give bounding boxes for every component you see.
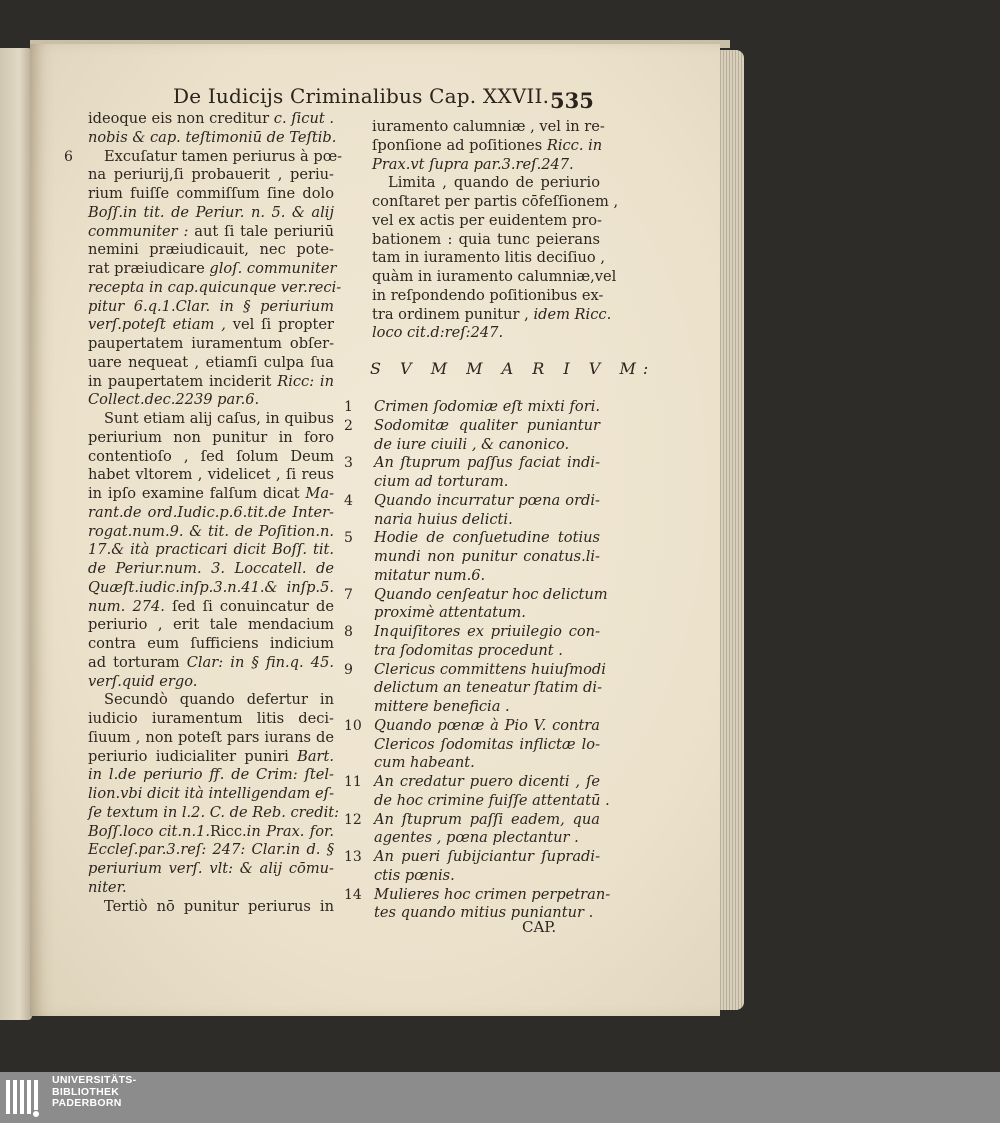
text-line — [88, 879, 334, 898]
text-line — [88, 185, 334, 204]
page-number: 535 — [550, 88, 594, 113]
citation-text: tra ſodomitas procedunt . — [374, 641, 563, 659]
citation-text: loco cit.d:reſ:247. — [372, 324, 504, 342]
body-text: Tertiò nō punitur periurus in — [104, 897, 334, 915]
citation-text: c. ſicut . — [273, 110, 335, 127]
citation-text: de Periur.num. 3. Loccatell. de — [88, 560, 334, 577]
body-text: tra ordinem punitur , — [372, 305, 534, 323]
citation-text: verſ.poteſt etiam , — [88, 316, 226, 334]
text-line — [88, 260, 337, 279]
marginal-number: 3 — [344, 455, 353, 472]
body-text: tam in iuramento litis deciſiuo , — [372, 249, 606, 267]
body-text: ſed ſi conuincatur de — [164, 597, 334, 615]
body-text: paupertatem iuramentum obſer- — [88, 335, 334, 352]
citation-text: lion.vbi dicit ità intelligendam eſ- — [88, 785, 334, 802]
text-line — [88, 504, 334, 523]
text-line — [88, 298, 334, 317]
citation-text: An pueri ſubijciantur ſupradi- — [374, 848, 600, 865]
citation-text: Eccleſ.par.3.reſ: 247: Clar.in d. § — [88, 841, 334, 859]
citation-text: ſe textum in l.2. C. de Reb. credit: — [88, 803, 340, 821]
body-text: in ipſo examine falſum dicat — [88, 485, 306, 502]
text-line — [64, 147, 343, 167]
text-line — [88, 860, 334, 879]
text-line — [88, 673, 334, 692]
text-line — [88, 560, 334, 579]
marginal-number: 5 — [344, 530, 353, 547]
text-line — [88, 691, 334, 710]
text-line — [372, 193, 619, 212]
marginal-number: 7 — [344, 586, 353, 603]
body-text: periurium non punitur in foro — [88, 428, 334, 446]
text-line — [88, 841, 334, 860]
body-text: nemini præiudicauit, nec pote- — [88, 241, 334, 259]
citation-text: naria huius delicti. — [374, 510, 513, 528]
text-line — [372, 118, 605, 137]
citation-text: niter. — [88, 878, 127, 896]
text-line — [88, 635, 334, 654]
citation-text: Ma- — [305, 485, 334, 502]
body-text: rat præiudicare — [88, 260, 210, 277]
marginal-number: 6 — [64, 148, 73, 165]
citation-text: gloſ. communiter — [209, 260, 337, 277]
body-text: vel ſi propter — [225, 316, 334, 334]
library-name — [52, 1075, 136, 1110]
left-text-column — [64, 110, 343, 916]
body-text: vel ex actis per euidentem pro- — [372, 211, 602, 229]
library-name-line: BIBLIOTHEK — [52, 1085, 120, 1098]
citation-text: in l.de periurio ff. de Crim: ſtel- — [88, 766, 334, 784]
citation-text: nobis & cap. teſtimoniū de Teſtib. — [88, 128, 337, 146]
library-footer — [0, 1072, 1000, 1123]
text-line — [374, 829, 600, 848]
body-text: contra eum ſufficiens indicium — [88, 635, 334, 652]
text-line — [374, 679, 600, 698]
body-text: ſponſione ad poſitiones — [372, 136, 547, 154]
marginal-number: 1 — [344, 399, 353, 415]
text-line — [344, 810, 600, 830]
body-text: in paupertatem inciderit — [88, 372, 278, 390]
left-page-edge — [0, 48, 32, 1020]
citation-text: de iure ciuili , & canonico. — [374, 435, 570, 453]
body-text: Ricc. — [210, 822, 247, 840]
text-line — [374, 904, 600, 923]
citation-text: tes quando mitius puniantur . — [374, 904, 594, 922]
citation-text: rogat.num.9. & tit. de Poſition.n. — [88, 522, 334, 540]
marginal-number: 8 — [344, 624, 353, 640]
citation-text: Boſſ.in tit. de Periur. n. 5. & alij — [88, 203, 334, 221]
text-line — [88, 373, 334, 392]
text-line — [372, 136, 603, 156]
text-line — [344, 716, 600, 736]
text-line — [344, 848, 600, 867]
text-line — [88, 448, 334, 467]
marginal-number: 11 — [344, 774, 362, 790]
citation-text: Quæſt.iudic.inſp.3.n.41.& inſp.5. — [88, 578, 334, 596]
marginal-number: 2 — [344, 417, 353, 434]
text-line — [88, 710, 334, 729]
text-line — [88, 316, 334, 335]
text-line — [88, 729, 334, 748]
text-line — [88, 429, 334, 448]
body-text: in reſpondendo poſitionibus ex- — [372, 286, 604, 304]
library-name-line: PADERBORN — [52, 1097, 122, 1109]
citation-text: Clericus committens huiuſmodi — [374, 660, 606, 678]
text-line — [88, 485, 334, 504]
citation-text: recepta in cap.quicunque ver.reci- — [88, 278, 342, 296]
citation-text: Crimen ſodomiæ eſt mixti fori. — [374, 398, 600, 415]
body-text: periurio iudicialiter puniri — [88, 747, 298, 765]
text-line — [88, 354, 334, 373]
text-line — [372, 249, 606, 268]
citation-text: Ricc: in — [277, 372, 334, 390]
text-line — [88, 616, 334, 635]
citation-text: 17.& ità practicari dicit Boſſ. tit. — [88, 541, 334, 559]
text-line — [372, 212, 600, 231]
text-line — [344, 454, 600, 473]
summary-heading: S V M M A R I V M: — [370, 359, 656, 378]
text-line — [88, 241, 334, 260]
body-text: uare nequeat , etiamſi culpa ſua — [88, 353, 334, 371]
text-line — [374, 567, 600, 586]
citation-text: mundi non punitur conatus.li- — [374, 548, 600, 565]
text-line — [88, 466, 334, 485]
citation-text: num. 274. — [88, 597, 165, 615]
text-line — [344, 585, 608, 605]
text-line — [344, 416, 600, 436]
citation-text: An ſtuprum paſſus faciat indi- — [374, 454, 600, 472]
running-title: De Iudicijs Criminalibus Cap. XXVII. — [173, 84, 550, 108]
citation-text: proximè attentatum. — [374, 604, 526, 622]
citation-text: Inquiſitores ex priuilegio con- — [374, 623, 600, 640]
text-line — [374, 473, 600, 492]
text-line — [374, 511, 600, 530]
body-text: bationem : quia tunc peierans — [372, 230, 600, 248]
citation-text: verſ.quid ergo. — [88, 672, 198, 690]
text-line — [88, 278, 342, 298]
body-text: iudicio iuramentum litis deci- — [88, 710, 334, 727]
text-line — [88, 204, 334, 223]
text-line — [344, 623, 600, 642]
text-line — [88, 110, 334, 129]
text-line — [344, 529, 600, 548]
text-line — [88, 223, 334, 242]
marginal-number: 14 — [344, 886, 362, 903]
marginal-number: 12 — [344, 811, 362, 828]
citation-text: Hodie de conſuetudine totius — [374, 529, 600, 547]
body-text: quàm in iuramento calumniæ,vel — [372, 268, 617, 285]
body-text: Secundò quando defertur in — [104, 691, 334, 709]
text-line — [374, 736, 600, 755]
body-text: Sunt etiam alij caſus, in quibus — [104, 410, 334, 427]
text-line — [88, 391, 334, 410]
text-line — [372, 305, 612, 325]
marginal-number: 13 — [344, 849, 362, 865]
citation-text: Ricc. in — [546, 136, 603, 154]
summary-list — [344, 398, 611, 923]
citation-text: An ſtuprum paſſi eadem, qua — [374, 810, 600, 828]
body-text: aut ſi tale periuriū — [188, 222, 334, 240]
text-line — [88, 654, 334, 673]
citation-text: Boſſ.loco cit.n.1. — [88, 822, 211, 840]
text-line — [88, 166, 334, 185]
citation-text: communiter : — [88, 222, 189, 240]
library-logo-icon — [4, 1076, 46, 1118]
citation-text: idem Ricc. — [533, 305, 612, 323]
body-text: Limita , quando de periurio — [388, 174, 600, 192]
text-line — [88, 128, 337, 148]
text-line — [374, 867, 600, 886]
marginal-number: 9 — [344, 661, 353, 678]
citation-text: de hoc crimine fuiſſe attentatū . — [374, 791, 610, 809]
text-line — [88, 335, 334, 354]
citation-text: ctis pœnis. — [374, 866, 455, 884]
text-line — [372, 268, 617, 287]
citation-text: delictum an teneatur ſtatim di- — [374, 679, 602, 697]
text-line — [88, 748, 334, 767]
citation-text: Clar: in § fin.q. 45. — [186, 653, 334, 671]
citation-text: mittere beneficia . — [374, 698, 510, 715]
citation-text: cum habeant. — [374, 754, 475, 772]
citation-text: pitur 6.q.1.Clar. in § periurium — [88, 297, 334, 315]
text-line — [88, 410, 334, 429]
text-line — [88, 541, 334, 560]
text-line — [344, 773, 600, 792]
text-line — [374, 436, 600, 455]
citation-text: Quando incurratur pœna ordi- — [374, 491, 600, 509]
text-line — [374, 791, 610, 811]
citation-text: Sodomitæ qualiter puniantur — [374, 416, 600, 434]
citation-text: periurium verſ. vlt: & alij cōmu- — [88, 860, 334, 877]
citation-text: in Prax. for. — [246, 822, 334, 840]
text-line — [374, 604, 600, 623]
right-text-column — [372, 118, 619, 343]
text-line — [374, 642, 600, 661]
marginal-number: 4 — [344, 492, 353, 509]
text-line — [88, 823, 334, 842]
marginal-number: 10 — [344, 717, 362, 734]
text-line — [88, 785, 334, 804]
citation-text: Clericos ſodomitas inflictæ lo- — [374, 735, 600, 753]
body-text: ſiuum , non poteſt pars iurans de — [88, 728, 334, 746]
citation-text: cium ad torturam. — [374, 473, 509, 490]
citation-text: An credatur puero dicenti , ſe — [374, 773, 600, 790]
text-line — [372, 286, 604, 306]
citation-text: Prax.vt ſupra par.3.reſ.247. — [372, 155, 574, 173]
citation-text: Mulieres hoc crimen perpetran- — [374, 885, 611, 903]
body-text: iuramento calumniæ , vel in re- — [372, 118, 605, 135]
citation-text: Quando cenſeatur hoc delictum — [374, 585, 608, 603]
text-line — [88, 803, 340, 823]
text-line — [88, 766, 334, 785]
text-line — [344, 660, 606, 680]
text-line — [88, 898, 334, 917]
citation-text: Quando pœnæ à Pio V. contra — [374, 716, 600, 734]
text-line — [374, 548, 600, 567]
text-line — [372, 174, 600, 193]
citation-text: mitatur num.6. — [374, 566, 486, 584]
body-text: habet vltorem , videlicet , ſi reus — [88, 466, 334, 484]
citation-text: Bart. — [297, 747, 334, 765]
body-text: contentioſo , ſed ſolum Deum — [88, 447, 334, 465]
citation-text: rant.de ord.Iudic.p.6.tit.de Inter- — [88, 503, 334, 521]
body-text: periurio , erit tale mendacium — [88, 616, 334, 634]
body-text: ad torturam — [88, 653, 187, 671]
text-line — [372, 156, 600, 175]
text-line — [372, 231, 600, 250]
text-line — [374, 754, 600, 773]
citation-text: agentes , pœna plectantur . — [374, 829, 579, 847]
body-text: na periurij,ſi probauerit , periu- — [88, 166, 334, 184]
text-line — [344, 491, 600, 511]
text-line — [372, 324, 600, 343]
catchword: CAP. — [522, 918, 557, 936]
text-line — [344, 885, 611, 905]
text-line — [88, 523, 334, 542]
body-text: ideoque eis non creditur — [88, 110, 274, 127]
text-line — [344, 398, 600, 417]
text-line — [374, 698, 600, 717]
body-text: Excuſatur tamen periurus à pœ- — [104, 147, 343, 165]
text-line — [88, 579, 334, 598]
body-text: conſtaret per partis cōfeſſionem , — [372, 193, 619, 210]
citation-text: Collect.dec.2239 par.6. — [88, 391, 260, 409]
library-name-line: UNIVERSITÄTS- — [52, 1074, 137, 1086]
text-line — [88, 598, 334, 617]
body-text: rium fuiſſe commiſſum ſine dolo — [88, 185, 334, 202]
